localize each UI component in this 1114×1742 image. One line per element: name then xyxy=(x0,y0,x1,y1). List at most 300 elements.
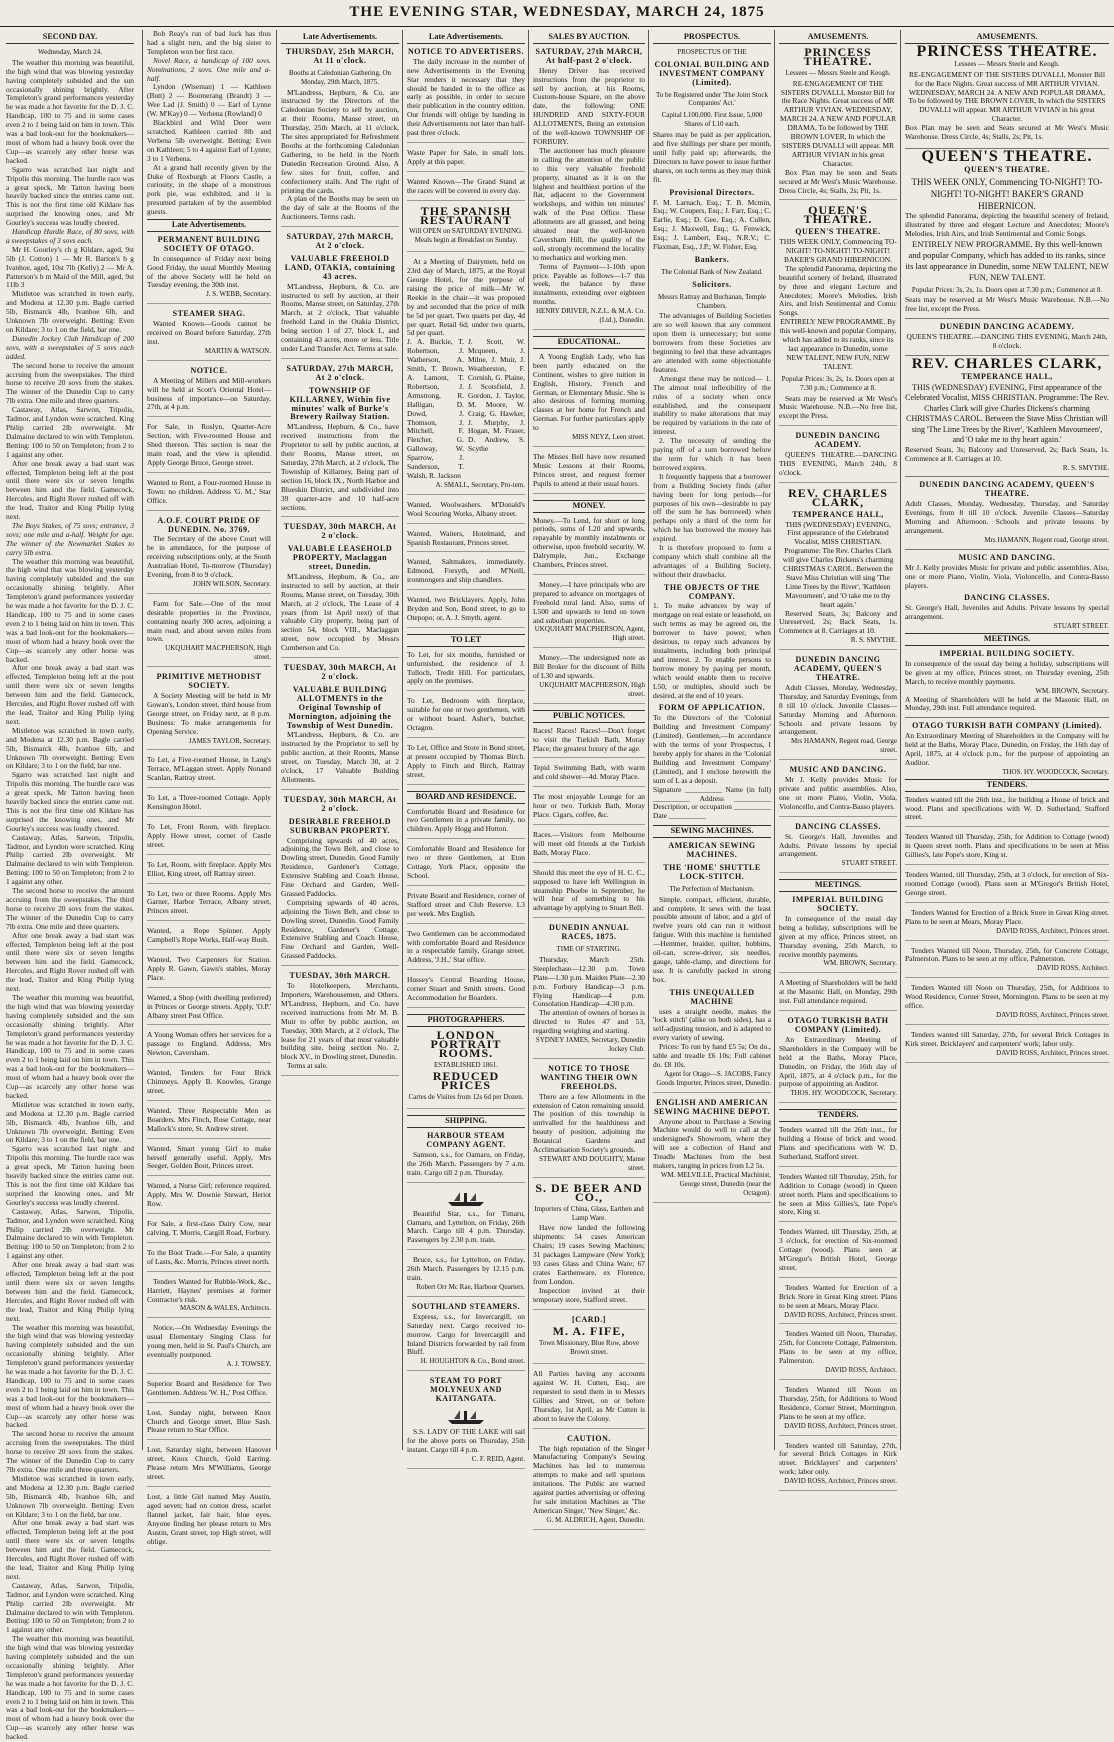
advert-signature: HENRY DRIVER, N.Z.L. & M.A. Co. (Ltd.), Dunedin. xyxy=(535,307,645,325)
advert-signature: DAVID ROSS, Architect, Princes street. xyxy=(784,1421,897,1430)
advert-signature: WM. BROWN, Secretary. xyxy=(823,959,897,968)
advert-date: TUESDAY, 30th MARCH, At 2 o'clock. xyxy=(283,522,397,541)
advert xyxy=(407,48,525,143)
column-prospectus xyxy=(648,30,775,1450)
advert-text: Terms of Payment—1-10th upon price. Payable as follows—1-7 this week, the balance by three instalments, extending over eighteen months. xyxy=(533,261,645,307)
advert xyxy=(147,600,271,667)
column-sales-by-auction xyxy=(528,30,649,1524)
advert xyxy=(779,766,897,817)
advert-text: QUEEN'S THEATRE.—DANCING THIS EVENING, March 24th, 8 o'clock. xyxy=(906,332,1108,351)
section-heading: MONEY. xyxy=(533,500,645,513)
advert-subtitle: QUEEN'S THEATRE. xyxy=(795,227,881,237)
advert xyxy=(905,947,1109,979)
advert-text: Tenders Wanted for Erection of a Brick Store in Great King street. Plans to be seen at Mears, Moray Place. xyxy=(905,907,1109,926)
advert xyxy=(905,909,1109,941)
advert-subtitle: QUEEN'S THEATRE. xyxy=(964,164,1050,174)
paragraph: Castaway, Atlas, Sarwon, Tripolis, Tadmor, and Lyndon were scratched. King Philip carried 2lb overweight. Mr Dalmaine declared to win with Templeton. Betting: 100 to 50 on Templeton; from 2 to 1 against any other. xyxy=(6,1206,134,1261)
paragraph: 2. The necessity of sending the paying off of a sum borrowed before the term for which it has been borrowed expires. xyxy=(653,436,771,472)
prospectus-subtitle: PROSPECTUS OF THE xyxy=(677,47,747,56)
prospectus-text: Shares may be paid as per application, and five shillings per share per month, until fully paid up; afterwards, the Directors to have power to issue further shares, on such terms as they may think fit. xyxy=(653,130,771,184)
advert xyxy=(905,1031,1109,1063)
advert-text: St. George's Hall, Juveniles and Adults. Private lessons by special arrangement. xyxy=(779,831,897,859)
advert-text: At a Meeting of Dairymen, held on 23rd day of March, 1875, at the Royal George Hotel, for the purpose of raising the price of milk—Mr W. Reekie in the chair—it was proposed by and seconded that the price of milk be 5d per quart. Two quarts per day, 4d per quart. Retail 6d; under two quarts, 5d per quart. xyxy=(407,257,525,338)
advert: Superior Board and Residence for Two Gentlemen. Address 'W. H.,' Post Office. xyxy=(147,1380,271,1403)
advert xyxy=(653,842,771,1093)
paragraph: Sgarro was scratched last night and Tripolis this morning. The hurdle race was a great speck, Mr Tatton having been heavily backed since the entries came out. This is not the first time old Kildare has surprised the knowing ones, and Mr Gourley's success was loudly cheered. xyxy=(6,1144,134,1207)
advert: Wanted to Rent, a Four-roomed House in Town: no children. Address 'G. M.,' Star Office. xyxy=(147,479,271,511)
paragraph: Sgarro was scratched last night and Tripolis this morning. The hurdle race was a great speck, Mr Tatton having been heavily backed since the entries came out. This is not the first time old Kildare has surprised the knowing ones, and Mr Gourley's success was loudly cheered. xyxy=(6,770,134,833)
advert xyxy=(281,523,399,658)
advert-text: Simple, compact, efficient, durable, and complete. It sews with the least possible amount of labor, and a girl of twelve years old can run it without fatigue. With this machine is furnished—Hemmer, braider, quilter, bobbins, oil-can, screw-driver, six needles, gauge, table-clamp, and directions for use. It is carefully packed in strong box. xyxy=(653,894,771,984)
prospectus-text: 1. To make advances by way of mortgage on real estate or leasehold, on such terms as may be agreed on, the borrower to have power, when desirous, to repay such advances by instalments, including both principal and interest. 2. To enable persons to borrow money by paying per month, which would enable them to receive L50, or multiples, should such be desired, at the end of 10 years. xyxy=(653,601,771,700)
advert: For Sale, in Roslyn, Quarter-Acre Section, with Five-roomed House and Shed thereon. This section is near the main road, and the view is splendid. Apply George Bruce, George street. xyxy=(147,423,271,473)
advert-text: M'Landress, Hepburn, & Co., have received instructions from the Proprietor to sell by public auction, at their Rooms, Manse street, on Saturday, 27th March, at 2 o'clock, The Township of Killarney, Being part of section 16, block IX., North Harbor and Blueskin District, and subdivided into 39 quarter-acre and 10 half-acre sections. xyxy=(281,422,400,512)
advert-title: DUNEDIN DANCING ACADEMY, QUEEN'S THEATRE. xyxy=(919,480,1095,499)
advert-signature: THOS. HY. WOODCOCK, Secretary. xyxy=(1002,767,1109,776)
advert-note: Seats may be reserved at Mr West's Music Warehouse. N.B.—No free list, except the Press. xyxy=(905,295,1109,314)
advert-title: PRIMITIVE METHODIST SOCIETY. xyxy=(156,672,262,691)
column-racing xyxy=(6,30,138,1742)
advert-signature: DAVID ROSS, Architect, Princes street. xyxy=(996,926,1109,935)
section-heading: SHIPPING. xyxy=(407,1115,525,1128)
advert: Wanted, Smart young Girl to make herself generally useful. Apply, Mrs Seeger, Golden Boot, Princes street. xyxy=(147,1145,271,1177)
advert-title: DUNEDIN DANCING ACADEMY, QUEEN'S THEATRE. xyxy=(793,655,883,682)
advert-title: THE SPANISH RESTAURANT xyxy=(420,203,512,227)
advert-text: M'Landress, Hepburn, & Co. are instructed to sell by auction, at their Rooms, Manse street, on Saturday, 27th March, at 2 o'clock, That valuable freehold Land in the Otakia District, being section 1 of 27, block I., and containing 43 acres, more or less. Title under Land Transfer Act. Terms at sale. xyxy=(281,281,399,353)
signatory-list: J. Scott, W. Mcqueen, J. Milne, J. Muir, J. Weatherston, F. Cornish, G. Plaine, J. Scotsfield, J. Gordon, J. Taylor, M. Moore, W. Craig, G. Hawker, J. Murphy, J. Hogan, M. Fraser, D. Andrew, S. Scythe xyxy=(468,337,525,454)
advert xyxy=(779,1386,897,1436)
advert xyxy=(281,796,399,966)
advert-title: MUSIC AND DANCING. xyxy=(958,552,1056,562)
advert-signature: Mrs HAMANN, Regent road, George street. xyxy=(790,737,897,755)
advert-title: DUNEDIN ANNUAL RACES, 1875. xyxy=(548,923,630,942)
race-result: Mr H. Gourley's ch g Kildare, aged, 9st 5lb (J. Cotton) 1 — Mr R. Barton's b g Ivanhoe, aged, 10st 7lb (Kelly) 2 — Mr A. Patterson's b m Maid of the Mill, aged, 9st 11lb 3 xyxy=(6,244,134,290)
advert-subtitle: Importers of China, Glass, Earthen and Lamp Ware. xyxy=(534,1204,644,1222)
paragraph: After one break away a bad start was effected, Templeton being left at the post until there were six or seven lengths between him and the field. Gamecock, Hercules, and Right Rover rushed off with the lead, Traitor and King Philip lying next. xyxy=(6,930,134,994)
advert xyxy=(407,1256,525,1297)
advert: The Misses Bell have now resumed Music Lessons at their Rooms, Princes street, and request former Pupils to attend at their usual hours. xyxy=(533,453,645,494)
advert-subtitle: Lessees — Messrs Steele and Keogh. xyxy=(954,59,1060,68)
advert xyxy=(779,485,897,650)
advert-text: THIS WEEK ONLY, Commencing TO-NIGHT! TO-NIGHT! TO-NIGHT! BAKER'S GRAND HIBERNICON. xyxy=(779,237,897,264)
advert xyxy=(779,1017,897,1103)
advert: To Let, Office and Store in Bond street, at present occupied by Thomas Birch. Apply to Finch and Birch, Rattray street. xyxy=(407,744,525,785)
steamship-icon xyxy=(446,1189,486,1207)
section-heading: Late Advertisements. xyxy=(147,219,271,232)
advert xyxy=(653,1099,771,1203)
advert: Wanted Known—The Grand Stand at the races will be covered in every day. xyxy=(407,178,525,201)
advert: Lost, a little Girl named May Austin, aged seven; had on cotton dress, scarlet flannel jacket, fair hair, blue eyes. Anyone finding her please return to Mrs Austin, Grant street, top High street, will oblige. xyxy=(147,1493,271,1551)
section-heading: Late Advertisements. xyxy=(281,32,399,44)
advert-text: THIS (WEDNESDAY) EVENING, First appearance of the Celebrated Vocalist, MISS CHRISTIAN. Programme: The Rev. Charles Clark will give Charles Dickens's charming CHRISTMAS CAROL. Between the Stave Miss Christian will sing 'The Lime Trees by the River', 'Kathleen Mavourneen', and 'O take me to thy heart again.' xyxy=(782,519,894,609)
advert: To Let, Front Room, with fireplace. Apply Howe street, corner of Castle street. xyxy=(147,823,271,855)
advert-signature: R. S. SMYTHE. xyxy=(1062,463,1109,472)
advert-text: Tenders Wanted till Noon, Thursday, 25th, for Concrete Cottage, Palmerston. Plans to be seen at my office, Palmerston. xyxy=(905,945,1109,964)
paragraph: It frequently happens that a borrower from a Building Society finds (after having been for long periods—for purposes of his own—desirable to pay off the sum he has borrowed) when perhaps only a third of the term for which he has borrowed the money has expired. xyxy=(653,471,771,544)
advert-title: DANCING CLASSES. xyxy=(795,821,881,831)
advert-signature: WM. BROWN, Secretary. xyxy=(1035,686,1109,695)
advert-signature: DAVID ROSS, Architect, Princes street. xyxy=(996,1048,1109,1057)
advert xyxy=(533,924,645,1059)
column-right-margin xyxy=(900,30,1109,1450)
advert-title: PERMANENT BUILDING SOCIETY OF OTAGO. xyxy=(157,234,261,253)
advert xyxy=(147,367,271,418)
advert-text: A Young English Lady, who has been partly educated on the Continent, wishes to give tuition in English, History, French and German, or Elementary Music. She is also desirous of forming morning classes at her home for French and German. For further particulars apply to xyxy=(533,351,645,433)
paragraph: The weather this morning was beautiful, the high wind that was blowing yesterday having completely subsided and the sun occasionally shining brightly. After Templeton's grand performances yesterday he was made a hot favorite for the D. J. C. Handicap, 100 to 75 and in some cases even 2 to 1 being laid on him in town. This was a bad look-out for the bookmakers—most of whom had a heavy book over the Cup—as scarcely any other horse was backed. xyxy=(6,556,134,664)
advert-subtitle: TEMPERANCE HALL, xyxy=(792,509,884,519)
advert: Lost, Sunday night, between Knox Church and George street, Blue Sash. Please return to Star Office. xyxy=(147,1409,271,1441)
advert xyxy=(533,353,645,447)
divider xyxy=(905,318,1109,319)
advert-text: A Society Meeting will be held in Mr Gowan's, London street, third house from George street, on Friday next, at 8 p.m. Business: To make arrangements for Opening Service. xyxy=(147,691,271,736)
section-heading: AMUSEMENTS. xyxy=(905,32,1109,44)
advert-signature: A. J. TOWSEY. xyxy=(226,1359,271,1368)
advert-text: M'Landress, Hepburn, & Co. are instructed by the Directors of the Caledonian Society to sell by auction, at their Rooms, Manse street, on Thursday, 25th March, at 11 o'clock, The sites appropriated for Refreshment Booths at the forthcoming Caledonian Gathering, to be held in the North Dunedin Recreation Ground. Also, A few sites for fruit, coffee, and confectionery stalls. And The right of printing the cards. xyxy=(281,87,399,195)
advert: Wanted, a Rope Spinner. Apply Campbell's Rope Works, Half-way Bush. xyxy=(147,927,271,950)
column-auctions xyxy=(276,30,403,1450)
advert-text: Mr J. Kelly provides Music for private and public assemblies. Also, one or more Piano, Violin, Viola, Violoncello, and Contra-Basso players. xyxy=(779,775,897,811)
advert-signature: MARTIN & WATSON. xyxy=(204,346,271,355)
advert-subtitle: TIME OF STARTING. xyxy=(556,945,622,954)
advert-text: Adult Classes, Monday, Wednesday, Thursday, and Saturday Evenings, from 8 till 10 o'clock. Juvenile Classes—Saturday Morning and Afternoon. Schools and private lessons by arrangement. xyxy=(905,499,1109,535)
advert-title: ENGLISH AND AMERICAN SEWING MACHINE DEPOT. xyxy=(654,1097,770,1116)
section-heading: AMUSEMENTS. xyxy=(779,32,897,44)
advert-signature: DAVID ROSS, Architect, Princes street. xyxy=(784,1477,897,1486)
advert-signature: H. HOUGHTON & Co., Bond street. xyxy=(420,1357,525,1366)
advert-text: Thursday, March 25th. Steeplechase—12.30 p.m. Town Plate—1.30 p.m. Maiden Plate—2.30 p.m. Forbury Handicap—3 p.m. Flying Handicap—4 p.m. Consolation Handicap—4.30 p.m. xyxy=(533,954,645,1009)
advert-title: VALUABLE FREEHOLD LAND, OTAKIA, containing 43 acres. xyxy=(284,253,396,281)
advert-title: STEAM TO PORT MOLYNEUX AND KAITANGATA. xyxy=(429,1376,503,1404)
section-heading: SECOND DAY. xyxy=(6,32,134,44)
advert-date: THURSDAY, 25th MARCH, At 11 o'clock. xyxy=(285,46,395,65)
advert xyxy=(779,656,897,760)
advert-text: Farm for Sale.—One of the most desirable properties in the Province, containing nearly 300 acres, adjoining a main road, and about seven miles from town. xyxy=(147,598,271,644)
advert xyxy=(407,258,525,495)
paragraph: Castaway, Atlas, Sarwon, Tripolis, Tadmor, and Lyndon were scratched. King Philip carried 2lb overweight. Mr Dalmaine declared to win with Templeton. Betting: 100 to 50 on Templeton; from 2 to 1 against any other. xyxy=(6,1580,134,1635)
paragraph: The advantages of Building Societies are so well known that any comment upon them is unnecessary; but some borrowers from these Societies are beginning to feel that these advantages are attended with some objectionable features. xyxy=(653,311,771,374)
advert: To Let, a Five-roomed House, in Lang's Terrace, M'Laggan street. Apply Nonand Scanlan, Rattray street. xyxy=(147,756,271,788)
advert xyxy=(281,664,399,790)
advert-signature: MISS NEYZ, Leen street. xyxy=(572,433,645,442)
paragraph: The second horse to receive the amount accruing from the sweepstakes. The third horse to receive 20 sovs from the stakes. The winner of the Dunedin Cup to carry 7lb extra. One mile and three quarters. xyxy=(6,360,134,406)
advert xyxy=(779,896,897,973)
advert-title: NOTICE. xyxy=(190,365,228,375)
advert-text: Comprising upwards of 40 acres, adjoining the Town Belt, and close to Dowling street, Dunedin. Good Family Residence, Gardener's Cottage, Extensive Stabling and Coach House, Fine Orchard and Garden, Well-Grassed Paddocks. xyxy=(281,897,399,961)
advert-text: Money.—The undersigned note as Bill Broker for the discount of Bills of L30 and upwards. xyxy=(533,653,645,681)
advert xyxy=(147,236,271,304)
advert-title: VALUABLE BUILDING ALLOTMENTS in the Original Township of Mornington, adjoining the Township of West Dunedin. xyxy=(286,684,394,730)
advert-text: A Meeting of Millers and Mill-workers will be held at Scott's Oriental Hotel—business of importance—on Saturday, 27th, at 4 p.m. xyxy=(147,375,271,412)
paragraph: It is therefore proposed to form a company which shall combine all the advantages of a Building Society, without their drawbacks. xyxy=(653,543,771,579)
advert: To Let, for six months, furnished or unfurnished, the residence of J. Tulloch, Tredit Hill. For particulars, apply on the premises. xyxy=(407,651,525,692)
advert-signature: UKQUHART MACPHERSON, High street. xyxy=(165,644,271,662)
column-amusements xyxy=(774,30,901,1486)
advert: Wanted, Tenders for Four Brick Chimneys. Apply B. Knowles, Grange street. xyxy=(147,1069,271,1101)
advert-text: A Meeting of Shareholders will be held at the Masonic Hall, on Monday, 29th inst. Full attendance required. xyxy=(905,694,1109,713)
advert-title: PRINCESS THEATRE. xyxy=(803,44,873,68)
advert xyxy=(779,1442,897,1492)
advert-title: A.O.F. COURT PRIDE OF DUNEDIN. No. 3769. xyxy=(157,515,261,534)
advert-title: REV. CHARLES CLARK, xyxy=(788,485,888,509)
divider xyxy=(905,549,1109,550)
advert-subtitle: Lessees — Messrs Steele and Keogh. xyxy=(785,68,891,77)
advert-note: The attention of owners of horses is directed to Rules 47 and 53, regarding weighing and starting. xyxy=(533,1008,645,1036)
advert-text: RE-ENGAGEMENT OF THE SISTERS DUVALLI, Monster Bill for the Race Nights. Great success of MR ARTHUR VIVIAN. WEDNESDAY, MARCH 24. A NEW AND POPULAR DRAMA, To be followed by THE BROWN LOVER, In which the SISTERS DUVALLI will appear. MR ARTHUR VIVIAN in his great Character. xyxy=(908,69,1106,124)
prospectus-text: The Colonial Bank of New Zealand. xyxy=(661,267,763,276)
advert-text: There are a few Allotments in the extension of Caton remaining unsold. The position of this township is unrivalled for the healthiness and beauty of position, adjoining the Botanical Gardens and Acclimatisation Society's grounds. xyxy=(533,1091,645,1155)
section-heading: TENDERS. xyxy=(905,779,1109,792)
advert: Private Board and Residence, corner of Stafford street and Club Reserve. L3 per week. Mrs English. xyxy=(407,892,525,924)
paragraph: Sgarro was scratched last night and Tripolis this morning. The hurdle race was a great speck, Mr Tatton having been heavily backed since the entries came out. This is not the first time old Kildare has surprised the knowing ones, and Mr Gourley's success was loudly cheered. xyxy=(6,164,134,228)
advert xyxy=(779,823,897,874)
advert xyxy=(779,203,897,426)
advert-text: Express, s.s., for Invercargill, on Saturday next. Cargo received to-morrow. Cargo for Invercargill and Inland Districts forwarded by rail from Bluff. xyxy=(407,1311,525,1357)
advert xyxy=(281,233,399,359)
advert xyxy=(533,1435,645,1530)
advert-subtitle: Booths at Caledonian Gathering, On Monday, 29th March, 1875. xyxy=(288,68,392,86)
masthead: THE EVENING STAR, WEDNESDAY, MARCH 24, 1875 xyxy=(0,4,1114,27)
advert-signature: DAVID ROSS, Architect, Princes street. xyxy=(996,1010,1109,1019)
prospectus-subheading: Bankers. xyxy=(694,254,730,264)
prospectus-text: Messrs Rattray and Buchanan, Temple Chambers. xyxy=(657,292,767,310)
advert-signature: UKQUHART MACPHERSON, High street. xyxy=(539,681,645,698)
advert-signature: STUART STREET. xyxy=(1053,622,1109,631)
advert-text: M'Landress, Hepburn, & Co., are instructed to sell by auction, at their Rooms, Manse street, on Tuesday, 30th March, at 2 o'clock, The Lease of 4 years (from 1st April next) of that valuable City property, being part of section 54, block VIII., Maclaggan street, now occupied by Messrs Cumberson and Co. xyxy=(281,571,399,653)
prospectus-subheading: FORM OF APPLICATION. xyxy=(658,703,766,713)
advert xyxy=(779,1330,897,1380)
advert: Wanted, a Shop (with dwelling preferred) in Princes or George streets. Apply, 'O.P.' Albany street Post Office. xyxy=(147,994,271,1026)
section-heading: MEETINGS. xyxy=(779,879,897,892)
advert-title: THIS UNEQUALLED MACHINE xyxy=(669,987,755,1006)
paragraph: The second horse to receive the amount accruing from the sweepstakes. The third horse to receive 20 sovs from the stakes. The winner of the Dunedin Cup to carry 7lb extra. One mile and three quarters. xyxy=(6,1429,134,1474)
prospectus-title: COLONIAL BUILDING AND INVESTMENT COMPANY (Limited). xyxy=(654,59,770,87)
advert-title: VALUABLE LEASEHOLD PROPERTY, Maclaggan street, Dunedin. xyxy=(287,544,393,572)
advert-text: Will OPEN on SATURDAY EVENING. Meals begin at Breakfast on Sunday. xyxy=(409,227,523,245)
advert-text: Have now landed the following shipments: 54 cases American Chairs; 19 cases Sewing Machines; 31 packages Lampware (New York); 93 cases Glass and China Ware; 67 crates Earthenware, ex Florence, from London. xyxy=(533,1223,645,1286)
advert-text: Mr J. Kelly provides Music for private and public assemblies. Also, one or more Piano, Violin, Viola, Violoncello, and Contra-Basso players. xyxy=(905,562,1109,590)
advert-text: To Hotelkeepers, Merchants, Importers, Warehousemen, and Others. M'Landress, Hepburn, and Co. have received instructions from Mr M. B. Muir to offer by public auction, on Tuesday, 30th March, at 2 o'clock, The lease for 21 years of that most valuable building site, being section No. 2, block XV., in Dowling street, Dunedin. xyxy=(281,981,399,1062)
advert-signature: DAVID ROSS, Architect. xyxy=(1037,964,1109,973)
advert-signature: THOS. HY. WOODCOCK, Secretary. xyxy=(790,1089,897,1098)
advert-title: S. DE BEER AND CO., xyxy=(535,1180,643,1204)
paragraph: After one break away a bad start was effected, Templeton being left at the post until there were six or seven lengths between him and the field. Gamecock, Hercules, and Right Rover rushed off with the lead, Traitor and King Philip lying next. xyxy=(6,1260,134,1323)
advert xyxy=(533,1065,645,1178)
advert-title: NOTICE TO THOSE WANTING THEIR OWN FREEHOLDS. xyxy=(540,1063,638,1091)
advert-signature: JAMES TAYLOR, Secretary. xyxy=(188,736,271,745)
advert-signature: MASON & WALES, Architects. xyxy=(179,1304,271,1313)
advert-date: SATURDAY, 27th MARCH, At 2 o'clock. xyxy=(286,232,394,251)
advert: To the Boot Trade.—For Sale, a quantity of Lasts, &c. Morris, Princes street north. xyxy=(147,1249,271,1272)
advert-date: SATURDAY, 27th MARCH, At half-past 2 o'clock. xyxy=(535,46,643,65)
race-title: The Boys Stakes, of 75 sovs; entrance, 3 sovs; one mile and a-half. Weight for age. The winner of the Newmarket Stakes to carry 5lb extra. xyxy=(6,520,134,557)
advert-text: uses a straight needle, makes the 'lock stitch' (alike on both sides), has a self-adjusting tension, and is adapted to every variety of sewing. xyxy=(653,1006,771,1043)
advert: To Let, Room, with fireplace. Apply Mrs Elliot, King street, off Rattray street. xyxy=(147,861,271,884)
prospectus-text: To the Directors of the 'Colonial Building and Investment Company' (Limited). Gentlemen,—In accordance with the terms of your Prospectus, I hereby apply for shares in the 'Colonial Building and Investment Company' (Limited), and I enclose herewith the sum of L as a deposit. xyxy=(653,713,771,785)
advert xyxy=(407,1189,525,1251)
advert: Two Gentlemen can be accommodated with comfortable Board and Residence in a respectable family, Grange street. Address, 'J.H.,' Star office. xyxy=(407,930,525,971)
advert-text: Money.—I have principals who are prepared to advance on mortgages of Freehold rural land. Also, sums of L500 and upwards to lend on town and suburban properties. xyxy=(533,579,645,625)
paragraph: Castaway, Atlas, Sarwon, Tripolis, Tadmor, and Lyndon were scratched. King Philip carried 2lb overweight. Mr Dalmaine declared to win with Templeton. Betting: 100 to 50 on Templeton; from 2 to 1 against any other. xyxy=(6,832,134,887)
advert-text: Cartes de Visites from 12s 6d per Dozen. xyxy=(408,1093,524,1102)
advert-title: OTAGO TURKISH BATH COMPANY (Limited). xyxy=(912,721,1102,731)
advert: Tenders Wanted, till Thursday, 25th, at 3 o'clock, for erection of Six-roomed Cottage (wood). Plans seen at M'Gregor's British Hotel, George street. xyxy=(905,871,1109,903)
advert-title: PRINCESS THEATRE. xyxy=(916,42,1098,60)
prospectus-subheading: Provisional Directors. xyxy=(669,187,755,197)
paragraph: The weather this morning was beautiful, the high wind that was blowing yesterday having completely subsided and the sun occasionally shining brightly. After Templeton's grand performances yesterday he was made a hot favorite for the D. J. C. Handicap, 100 to 75 and in some cases even 2 to 1 being laid on him in town. This was a bad look-out for the bookmakers—most of whom had a heavy book over the Cup—as scarcely any other horse was backed. xyxy=(6,1322,134,1430)
advert xyxy=(281,365,399,518)
advert xyxy=(281,972,399,1076)
advert-text: ENTIRELY NEW PROGRAMME. By this well-known and popular Company, which has added to its ranks, since its last appearance in Dunedin, some NEW TALENT, NEW FUN, NEW TALENT. xyxy=(905,238,1109,282)
paragraph: After one break away a bad start was effected, Templeton being left at the post until there were six or seven lengths between him and the field. Gamecock, Hercules, and Right Rover rushed off with the lead, Traitor and King Philip lying next. xyxy=(6,663,134,726)
advert: Races.—Visitors from Melbourne will meet old friends at the Turkish Bath, Moray Place. xyxy=(533,831,645,863)
advert-text: Tenders Wanted till Noon on Thursday, 25th, for Additions to Wood Residence, Corner Street, Mornington. Plans to be seen at my office. xyxy=(779,1385,897,1421)
advert-text: THIS WEEK ONLY, Commencing TO-NIGHT! TO-NIGHT! TO-NIGHT! BAKER'S GRAND HIBERNICON. xyxy=(911,176,1103,211)
advert-title: DUNEDIN DANCING ACADEMY. xyxy=(795,431,881,450)
column-race-results-and-ads xyxy=(142,29,275,1546)
advert-text: QUEEN'S THEATRE.—DANCING THIS EVENING, March 24th, 8 o'clock. xyxy=(779,450,897,477)
advert: To Let, two or three Rooms. Apply Mrs Garner, Harbor Terrace, Albany street, Princes street. xyxy=(147,890,271,922)
dateline: Wednesday, March 24. xyxy=(38,47,102,56)
advert: Hussey's Central Boarding House, corner Stuart and Smith streets. Good Accommodation for Boarders. xyxy=(407,976,525,1008)
column-notices xyxy=(402,30,529,1463)
advert-title: QUEEN'S THEATRE. xyxy=(803,203,873,227)
steamship-icon xyxy=(446,1407,486,1425)
advert: Races! Races! Races!—Don't forget to visit the Turkish Bath, Moray Place; the greatest luxury of the age. xyxy=(533,727,645,759)
section-heading: PHOTOGRAPHERS. xyxy=(407,1014,525,1027)
advert xyxy=(533,654,645,704)
advert-signature: DAVID ROSS, Architect. xyxy=(825,1366,897,1375)
article xyxy=(6,59,134,1742)
advert xyxy=(407,1027,525,1109)
advert-text: An Extraordinary Meeting of Shareholders in the Company will be held at the Baths, Moray Place, Dunedin, on Friday, the 16th day of April, 1875, at 4 o'clock p.m., for the purpose of appointing an Auditor. xyxy=(779,1034,897,1089)
advert-title: IMPERIAL BUILDING SOCIETY. xyxy=(939,648,1075,658)
advert-text: Tenders Wanted till Noon on Thursday, 25th, for Additions to Wood Residence, Corner Street, Mornington. Plans to be seen at my office. xyxy=(905,983,1109,1011)
advert-title: STEAMER SHAG. xyxy=(172,309,246,319)
advert xyxy=(147,673,271,750)
race-result: Lyndon (Wiseman) 1 — Kathleen (Butt) 2 — Boomerang (Brandt) 3 — Wee Lad (J. Smith) 0 — Earl of Lynne (W. M'Kay) 0 — Verbena (Rowland) 0 xyxy=(147,82,271,119)
advert-text: In consequence of the usual day being a holiday, subscriptions will be given at my office, Princes street, on Thursday evening, 25th March, to receive monthly payments. xyxy=(779,913,897,959)
section-heading: Late Advertisements. xyxy=(407,32,525,44)
advert-text: The splendid Panorama, depicting the beautiful scenery of Ireland, illustrated by three and elegant Lecture and Anecdotes; Moore's Melodies, Irish Airs, and Irish Sentimental and Comic Songs. xyxy=(905,210,1109,238)
advert xyxy=(147,310,271,361)
advert-text: St. George's Hall, Juveniles and Adults. Private lessons by special arrangement. xyxy=(905,603,1109,622)
advert xyxy=(147,1324,271,1374)
advert: To Let, Bedroom with fireplace, suitable for one or two gentlemen, with or without board. Asher's, butcher, Octagon. xyxy=(407,697,525,738)
advert-text: S.S. LADY OF THE LAKE will sail for the above ports on Thursday, 25th instant. Cargo till 4 p.m. xyxy=(407,1426,525,1454)
signatory-list: J. A. Buckie, T. Robertson, J. Watherson, A. Smith, T. Brown, A. Lamont, T. Robertson, J. Armstrong, R. Halligan, D. Dowd, J. Thomson, J. Mitchell, F. Fletcher, G. Galloway, W. Sparrow, J. Sanderson, T. Walsh, R. Jackson xyxy=(407,337,464,480)
advert-subtitle: The Perfection of Mechanism. xyxy=(669,884,755,893)
advert-signature: UKQUHART MACPHERSON, Agent, High street. xyxy=(534,625,645,643)
advert xyxy=(905,984,1109,1025)
article xyxy=(147,30,271,217)
prospectus-subheading: THE OBJECTS OF THE COMPANY. xyxy=(664,582,760,601)
section-heading: TO LET xyxy=(407,634,525,647)
paragraph: After one break away a bad start was effected, Templeton being left at the post until there were six or seven lengths between him and the field. Gamecock, Hercules, and Right Rover rushed off with the lead, Traitor and King Philip lying next. xyxy=(6,458,134,522)
advert: The most enjoyable Lounge for an hour or two. Turkish Bath, Moray Place. Cigars, coffee, &c. xyxy=(533,793,645,825)
section-heading: PROSPECTUS. xyxy=(653,32,771,44)
advert: Wanted, Saltmakers, immediately. Edmond, Forsyth, and M'Neill, ironmongers and ship chandlers. xyxy=(407,558,525,590)
advert-signature: A. SMALL, Secretary, Pro-tem. xyxy=(435,480,525,489)
advert: Waste Paper for Sale, in small lots. Apply at this paper. xyxy=(407,149,525,172)
advert: Wanted, Woolwashers. M'Donald's Wool Scouring Works, Albany street. xyxy=(407,501,525,524)
paragraph: Mistletoe was scratched in town early, and Modena at 12.30 p.m. Bagle carried 5lb, Bismarck 4lb, Ivanhoe 6lb, and Unknown 7lb overweight. Betting: Even on Kildare; 3 to 1 on the field, bar one. xyxy=(6,1473,134,1519)
columns xyxy=(6,29,1109,1742)
section-heading: MEETINGS. xyxy=(905,633,1109,646)
advert-text: Samson, s.s., for Oamaru, on Friday, the 26th March. Passengers by 7 a.m. train. Cargo till 2 p.m. Thursday. xyxy=(407,1149,525,1177)
section-heading: SEWING MACHINES. xyxy=(653,825,771,838)
advert-title: DESIRABLE FREEHOLD SUBURBAN PROPERTY. xyxy=(288,816,392,835)
advert-text: The Secretary of the above Court will be in attendance, for the purpose of receiving subscriptions only, at the South Australian Hotel, To-morrow (Thursday) Evening, from 8 to 9 o'clock. xyxy=(147,534,271,580)
advert-text: Tenders Wanted for Rubble-Work, &c., Harriett, Haynes' premises at former Contractor's risk. xyxy=(147,1276,271,1304)
advert-text: Beautiful Star, s.s., for Timaru, Oamaru, and Lyttelton, on Friday, 26th March. Cargo till 4 p.m. Thursday. Passengers by 2.30 p.m. train. xyxy=(407,1208,525,1245)
advert-signature: Mrs HAMANN, Regent road, George street. xyxy=(984,535,1109,544)
advert: Wanted, Two Carpenters for Station. Apply R. Gawn, Gawn's stables, Moray Place. xyxy=(147,956,271,988)
advert: Lost, Saturday night, between Hanover street, Knox Church, Gold Earring. Please return Mrs M'Williams, George street. xyxy=(147,1446,271,1487)
advert: Tenders wanted till the 26th inst., for building a House of brick and wood. Plans and specifications with W. D. Sutherland, Stafford street. xyxy=(905,796,1109,828)
advert xyxy=(533,1180,645,1310)
paragraph: The weather this morning was beautiful, the high wind that was blowing yesterday having completely subsided and the sun occasionally shining brightly. After Templeton's grand performances yesterday he was made a hot favorite for the D. J. C. Handicap, 100 to 75 and in some cases even 2 to 1 being laid on him in town. This was a bad look-out for the bookmakers—most of whom had a heavy book over the Cup—as scarcely any other horse was backed. xyxy=(6,57,134,165)
advert-title: CAUTION. xyxy=(567,1433,611,1443)
advert-text: Tenders Wanted for Erection of a Brick Store in Great King street. Plans to be seen at Mears, Moray Place. xyxy=(779,1282,897,1310)
advert-date: TUESDAY, 30th MARCH, At 2 o'clock. xyxy=(283,663,397,681)
advert-signature: Robert Orr Mc Rae, Harbour Quarters. xyxy=(416,1282,525,1291)
advert xyxy=(779,432,897,483)
advert xyxy=(147,1278,271,1319)
advert-title: THE 'HOME' SHUTTLE LOCK-STITCH. xyxy=(663,862,761,881)
advert-title: IMPERIAL BUILDING SOCIETY. xyxy=(792,895,884,914)
advert: Money.—To Lend, for short or long periods, sums of L20 and upwards, repayable by monthly instalments or otherwise, upon freehold security. W. Dalrymple, Jun., Exchange Chambers, Princes street. xyxy=(533,517,645,575)
section-heading: BOARD AND RESIDENCE. xyxy=(407,791,525,804)
advert: Comfortable Board and Residence for two Gentlemen in a private family, no children. Apply Hogg and Hutton. xyxy=(407,808,525,840)
advert-signature: STEWART AND DOUGHTY, Manse street. xyxy=(539,1154,645,1172)
advert-note: A plan of the Booths may be seen on the day of sale at the Rooms of the Auctioneers. Terms cash. xyxy=(281,194,399,222)
advert-text: The high reputation of the Singer Manufacturing Company's Sewing Machines has led to numerous attempts to make and sell spurious imitations. The Public are warned against parties advertising or offering for sale imitation Machines as 'The American Singer,' 'New Singer,' &c. xyxy=(533,1443,645,1515)
advert: Wanted, a Nurse Girl; reference required. Apply, Mrs W. Downie Stewart, Heriot Row. xyxy=(147,1182,271,1214)
advert-title: DUNEDIN DANCING ACADEMY. xyxy=(939,322,1075,332)
race-title: Dunedin Jockey Club Handicap of 200 sovs, with a sweepstakes of 5 sovs each added. xyxy=(6,333,134,361)
paragraph: Mistletoe was scratched in town early, and Modena at 12.30 p.m. Bagle carried 5lb, Bismarck 4lb, Ivanhoe 6lb, and Unknown 7lb overweight. Betting: Even on Kildare; 3 to 1 on the field, bar one. xyxy=(6,725,134,771)
advert-signature: DAVID ROSS, Architect, Princes street. xyxy=(784,1310,897,1319)
advert-text: Henry Driver has received instructions from the proprietor to sell by auction, at his Rooms, Custom-house Square, on the above date, the following: ONE HUNDRED AND SIXTY-FOUR ALLOTMENTS, Being an extension of the well-known TOWNSHIP OF FORBURY. xyxy=(533,65,645,146)
paragraph: Amongst these may be noticed— 1. The almost total inflexibility of the rules of a society when once established, and the consequent inability to make alterations that may be required by variations in the rate of interest. xyxy=(653,373,771,437)
advert-text: Box Plan may be seen and Seats secured at Mr West's Music Warehouse. Dress Circle, 4s; Stalls, 2s; Pit, 1s. xyxy=(779,167,897,195)
advert-prices: Popular Prices: 3s, 2s, 1s. Doors open at 7.30 p.m.; Commence at 8. xyxy=(911,285,1103,294)
advert-note: Inspection invited at their temporary store, Stafford street. xyxy=(533,1285,645,1304)
advert-text: THIS (WEDNESDAY) EVENING, First appearance of the Celebrated Vocalist, MISS CHRISTIAN. Programme: The Rev. Charles Clark will give Charles Dickens's charming CHRISTMAS CAROL. Between the Stave Miss Christian will sing 'The Lime Trees by the River', 'Kathleen Mavourneen', and 'O take me to thy heart again.' xyxy=(905,382,1109,445)
advert-text: Bruce, s.s., for Lyttelton, on Friday, 26th March. Passengers by 12.15 p.m. train. xyxy=(407,1255,525,1283)
section-heading: SALES BY AUCTION. xyxy=(533,32,645,44)
advert-text: Adult Classes, Monday, Wednesday, Thursday, and Saturday Evenings, from 8 till 10 o'clock. Juvenile Classes—Saturday Morning and Afternoon. Schools and private lessons by arrangement. xyxy=(779,682,897,737)
advert-note: Seats may be reserved at Mr West's Music Warehouse. N.B.—No free list, except the Press. xyxy=(779,393,897,421)
advert-text: Anyone about to Purchase a Sewing Machine would do well to call at the undersigned's Showroom, where they will see a collection of Hand and Treadle Machines from the best makers, ranging in prices from L2 5s. xyxy=(653,1116,771,1171)
advert-signature: WM. MELVILLE, Practical Machinist, George street, Dunedin (near the Octagon). xyxy=(660,1170,771,1197)
advert-title: DANCING CLASSES. xyxy=(964,593,1050,603)
advert-text: Tenders Wanted till Noon, Thursday, 25th, for Concrete Cottage, Palmerston. Plans to be seen at my office, Palmerston. xyxy=(779,1329,897,1366)
advert-signature: SYDNEY JAMES, Secretary, Dunedin Jockey Club. xyxy=(535,1036,645,1053)
advert: All Parties having any accounts against W. H. Cutten, Esq., are requested to send them in to Messrs Gillies and Street, on or before Thursday, 1st April, as Mr Cutten is about to leave the Colony. xyxy=(533,1370,645,1428)
advert-title: SOUTHLAND STEAMERS. xyxy=(411,1301,521,1311)
advert-title: [CARD.] xyxy=(572,1314,606,1324)
advert-subtitle: ESTABLISHED 1861. xyxy=(434,1060,498,1069)
advert: Tenders wanted till the 26th inst., for building a House of brick and wood. Plans and specifications with W. D. Sutherland, Stafford street. xyxy=(779,1126,897,1167)
section-heading: PUBLIC NOTICES. xyxy=(533,710,645,723)
advert xyxy=(407,1303,525,1371)
advert: Tenders Wanted till Thursday, 25th, for Addition to Cottage (wood) in Queen street north. Plans and specifications to be seen at Miss Gillies's, late Pope's store, King st. xyxy=(779,1173,897,1223)
advert-title: LONDON PORTRAIT ROOMS. xyxy=(430,1027,502,1060)
paragraph: The weather this morning was beautiful, the high wind that was blowing yesterday having completely subsided and the sun occasionally shining brightly. After Templeton's grand performances yesterday he was made a hot favorite for the D. J. C. Handicap, 100 to 75 and in some cases even 2 to 1 being laid on him in town. This was a bad look-out for the bookmakers—most of whom had a heavy book over the Cup—as scarcely any other horse was backed. xyxy=(6,1634,134,1742)
paragraph: Mistletoe was scratched in town early, and Modena at 12.30 p.m. Bagle carried 5lb, Bismarck 4lb, Ivanhoe 6lb, and Unknown 7lb overweight. Betting: Even on Kildare; 3 to 1 on the field, bar one. xyxy=(6,1099,134,1145)
prospectus-capital: Capital L100,000. First Issue, 5,000 Shares of L10 each. xyxy=(661,111,763,129)
